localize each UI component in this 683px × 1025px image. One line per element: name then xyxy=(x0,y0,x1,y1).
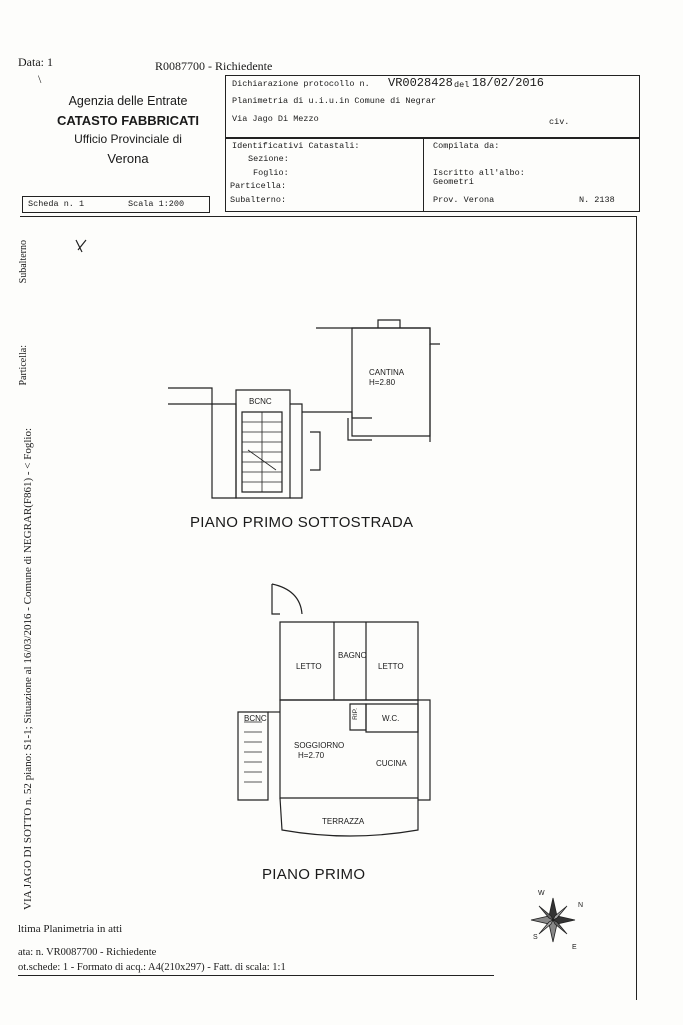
room-terrazza: TERRAZZA xyxy=(322,817,365,826)
bedroom-zone xyxy=(280,622,418,700)
stair-steps-b xyxy=(244,722,262,782)
protocol-date: 18/02/2016 xyxy=(472,76,545,90)
compass-w: W xyxy=(538,890,545,897)
first-right-wall xyxy=(418,700,430,800)
albo-value: Geometri xyxy=(433,177,474,187)
date-label: Data: 1 xyxy=(18,55,53,69)
basement-title: PIANO PRIMO SOTTOSTRADA xyxy=(190,514,414,531)
footer-rule xyxy=(18,975,494,976)
check-mark xyxy=(76,240,86,252)
protocol-label: Dichiarazione protocollo n. xyxy=(232,79,370,89)
registration-number: N. 2138 xyxy=(579,195,615,205)
room-cucina: CUCINA xyxy=(376,759,407,768)
sezione-label: Sezione: xyxy=(248,154,289,164)
office-city: Verona xyxy=(107,151,149,166)
room-bagno: BAGNO xyxy=(338,651,367,660)
room-letto-1: LETTO xyxy=(296,662,322,671)
basement-corridor xyxy=(302,412,372,418)
side-subalterno: Subalterno xyxy=(18,240,29,284)
compass-s: S xyxy=(533,934,538,941)
ultima-planimetria: ltima Planimetria in atti xyxy=(18,923,123,935)
room-bcnc-basement: BCNC xyxy=(249,397,272,406)
requester-label: R0087700 - Richiedente xyxy=(155,59,273,73)
particella-label: Particella: xyxy=(230,181,287,191)
room-cantina: CANTINA xyxy=(369,368,405,377)
scheda-label: Scheda n. 1 xyxy=(28,199,85,209)
protocol-number: VR0028428 xyxy=(388,76,453,90)
room-letto-2: LETTO xyxy=(378,662,404,671)
ident-title: Identificativi Catastali: xyxy=(232,141,360,151)
agency-name: Agenzia delle Entrate xyxy=(68,94,188,108)
scale-label: Scala 1:200 xyxy=(128,199,185,209)
room-wc: W.C. xyxy=(382,714,400,723)
side-particella: Particella: xyxy=(18,345,29,386)
footer-schede-line: ot.schede: 1 - Formato di acq.: A4(210x297) - Fatt. di scala: 1:1 xyxy=(18,962,286,973)
plan-line: Planimetria di u.i.u.in Comune di Negrar xyxy=(232,96,437,106)
compilata-label: Compilata da: xyxy=(433,141,500,151)
cantina-height: H=2.80 xyxy=(369,378,396,387)
cantina-vent xyxy=(378,320,400,328)
compass-e: E xyxy=(572,944,577,951)
protocol-sep: del xyxy=(454,80,470,90)
subalterno-label: Subalterno: xyxy=(230,195,287,205)
address: Via Jago Di Mezzo xyxy=(232,114,319,124)
registry-name: CATASTO FABBRICATI xyxy=(56,113,200,128)
basement-wall-b xyxy=(290,404,302,498)
first-floor-title: PIANO PRIMO xyxy=(262,866,366,883)
iscritto-label: Iscritto all'albo: xyxy=(433,168,525,178)
corner-mark: \ xyxy=(38,72,42,86)
cantina-top xyxy=(316,328,440,344)
room-bcnc-first: BCNC xyxy=(244,714,267,723)
civ-label: civ. xyxy=(549,117,570,127)
basement-wall-a xyxy=(212,404,236,498)
compass-n: N xyxy=(578,902,584,909)
basement-wall-c xyxy=(310,432,320,470)
first-stair xyxy=(238,712,268,800)
footer-date-line: ata: n. VR0087700 - Richiedente xyxy=(18,947,157,958)
foglio-label: Foglio: xyxy=(253,168,289,178)
room-rip: RIP. xyxy=(352,708,359,720)
prov-label: Prov. Verona xyxy=(433,195,495,205)
soggiorno-height: H=2.70 xyxy=(298,751,325,760)
side-long-text: VIA JAGO DI SOTTO n. 52 piano: S1-1; Situazione al 16/03/2016 - Comune di NEGRAR(F861) - < Foglio: xyxy=(22,427,34,910)
first-entry xyxy=(272,584,280,614)
basement-wall-left xyxy=(168,388,212,404)
balcony-arc xyxy=(272,584,302,614)
office-label: Ufficio Provinciale di xyxy=(74,132,182,146)
room-soggiorno: SOGGIORNO xyxy=(294,741,345,750)
